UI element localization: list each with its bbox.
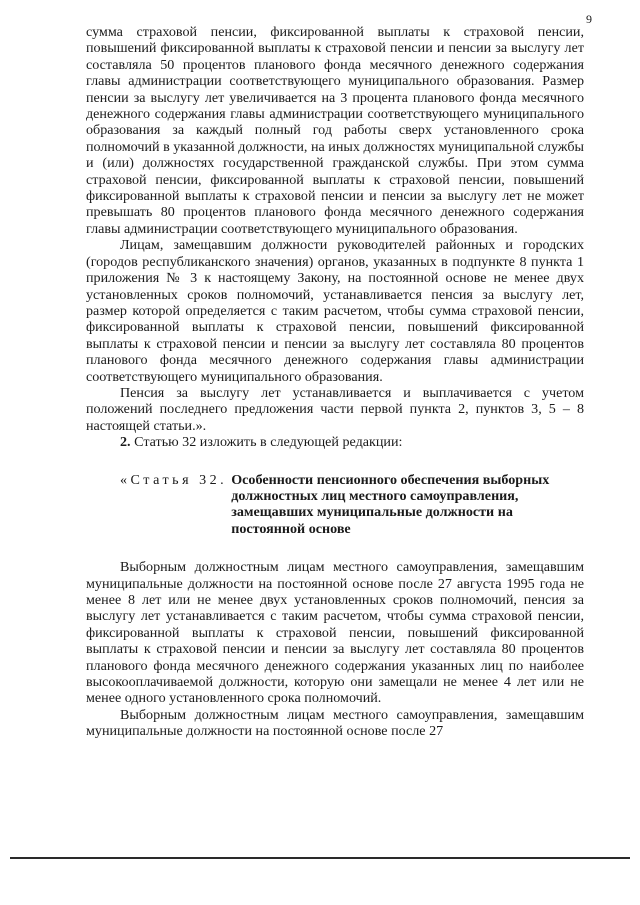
paragraph-continuation: сумма страховой пенсии, фиксированной выплаты к страховой пенсии, повышений фиксированной выплаты к страховой пенсии и пенсии за выслугу лет составляла 50 процентов планового фонда месячного денежного содержания главы администрации соответствующего муниципального образования. Размер пенсии за выслугу лет увеличивается на 3 процента планового фонда месячного денежного содержания главы администрации соответствующего муниципального образования за каждый полный год работы сверх установленного срока полномочий в указанной должности, на иных должностях муниципальной службы и (или) должностях государственной гражданской службы. При этом сумма страховой пенсии, фиксированной выплаты к страховой пенсии, повышений фиксированной выплаты к страховой пенсии и пенсии за выслугу лет не может превышать 80 процентов планового фонда месячного денежного содержания главы администрации соответствующего муниципального образования. (86, 24, 584, 237)
article-title: Особенности пенсионного обеспечения выборных должностных лиц местного самоуправления, замещавших муниципальные должности на постоянной основе (231, 471, 550, 537)
item-2-number: 2. (120, 434, 131, 451)
footer-rule (10, 857, 630, 859)
page-number: 9 (586, 12, 592, 26)
article-paragraph-2: Выборным должностным лицам местного самоуправления, замещавшим муниципальные должности на постоянной основе после 27 (86, 706, 584, 740)
item-2-text: Статью 32 изложить в следующей редакции: (134, 434, 403, 451)
item-2 (86, 434, 584, 450)
paragraph-heads-of-bodies: Лицам, замещавшим должности руководителей районных и городских (городов республиканского значения) органов, указанных в подпункте 8 пункта 1 приложения № 3 к настоящему Закону, на постоянной основе не менее двух установленных сроков полномочий, устанавливается пенсия за выслугу лет, размер которой определяется с таким расчетом, чтобы сумма страховой пенсии, фиксированной выплаты к страховой пенсии, повышений фиксированной выплаты к страховой пенсии и пенсии за выслугу лет составляла 80 процентов планового фонда месячного денежного содержания главы администрации соответствующего муниципального образования. (86, 237, 584, 385)
paragraph-pension-conditions: Пенсия за выслугу лет устанавливается и выплачивается с учетом положений последнего предложения части первой пункта 2, пунктов 3, 5 – 8 настоящей статьи.». (86, 384, 584, 434)
article-heading (86, 472, 584, 538)
article-label: «Статья 32. (120, 471, 228, 488)
document-body (86, 24, 584, 740)
article-paragraph-1: Выборным должностным лицам местного самоуправления, замещавшим муниципальные должности на постоянной основе после 27 августа 1995 года не менее 8 лет или не менее двух установленных сроков полномочий, пенсия за выслугу лет устанавливается с таким расчетом, чтобы сумма страховой пенсии, фиксированной выплаты к страховой пенсии, повышений фиксированной выплаты к страховой пенсии и пенсии за выслугу лет составляла 80 процентов планового фонда месячного денежного содержания указанных лиц по наиболее высокооплачиваемой должности, которую они замещали не менее 4 лет или не менее одного установленного срока полномочий. (86, 559, 584, 707)
